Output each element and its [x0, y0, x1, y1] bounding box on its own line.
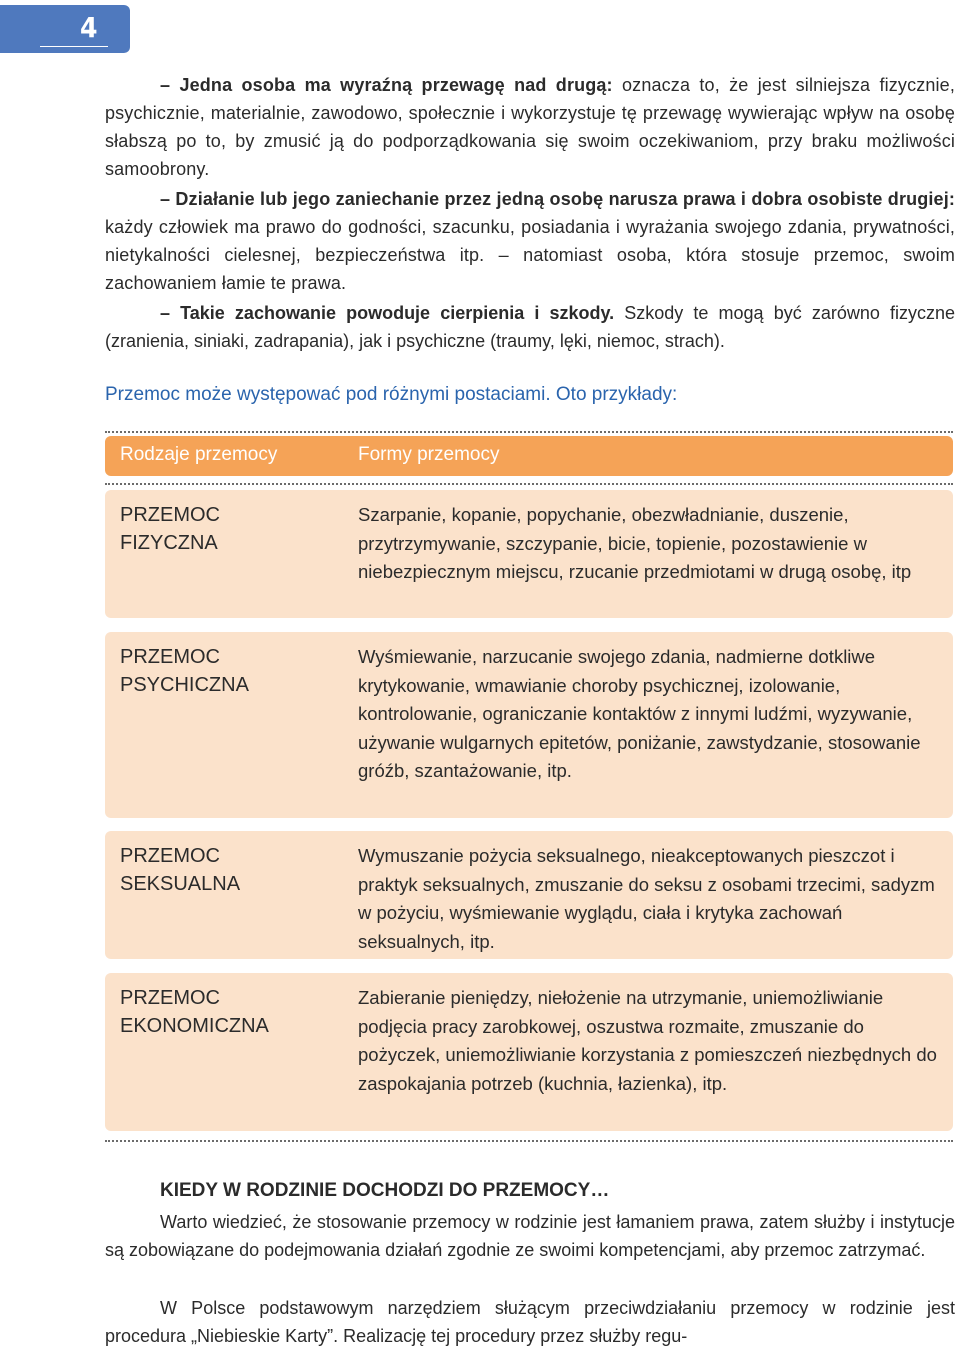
- violence-type-line1: PRZEMOC: [120, 845, 220, 867]
- table-row: [105, 632, 953, 818]
- paragraph-rights-violation: [105, 185, 955, 297]
- section-title: KIEDY W RODZINIE DOCHODZI DO PRZEMOCY…: [160, 1180, 610, 1201]
- table-header-divider: [105, 483, 953, 485]
- header-violence-type: Rodzaje przemocy: [120, 444, 278, 465]
- paragraph-rights-text: każdy człowiek ma prawo do godności, szacunku, posiadania i wyrażania swojego zdania, prywatności, nietykalności cielesnej, bezpieczeństwa itp. – natomiast osoba, która stosuje przemoc, swoim zachowaniem łamie te prawa.: [105, 217, 955, 293]
- violence-forms-intro: Przemoc może występować pod różnymi postaciami. Oto przykłady:: [105, 384, 678, 405]
- table-bottom-divider: [105, 1140, 953, 1142]
- paragraph-dominance-text: oznacza to, że jest silniejsza fizycznie, psychicznie, materialnie, zawodowo, społecznie i wykorzystuje tę przewagę wywierając wpływ na osobę słabszą po to, by zmusić ją do podporządkowania się swoim oczekiwaniom, przy braku możliwości samoobrony.: [105, 75, 955, 179]
- violence-type-line1: PRZEMOC: [120, 646, 220, 668]
- paragraph-dominance: [105, 71, 955, 183]
- paragraph-dominance-lead: – Jedna osoba ma wyraźną przewagę nad drugą:: [160, 75, 613, 95]
- table-row: [105, 490, 953, 618]
- violence-type-line1: PRZEMOC: [120, 987, 220, 1009]
- violence-type-cell: [120, 643, 320, 699]
- violence-forms-cell: Zabieranie pieniędzy, niełożenie na utrzymanie, uniemożliwianie podjęcia pracy zarobkowej, oszustwa rozmaite, zmuszanie do pożyczek, uniemożliwianie korzystania z pomieszczeń niezbędnych do zaspokajania potrzeb (kuchnia, łazienka), itp.: [358, 987, 937, 1094]
- violence-type-line2: PSYCHICZNA: [120, 674, 249, 696]
- violence-type-cell: [120, 984, 320, 1040]
- page-number-tab: [0, 5, 130, 53]
- paragraph-harm: [105, 299, 955, 355]
- table-row: [105, 831, 953, 959]
- violence-type-line1: PRZEMOC: [120, 504, 220, 526]
- section-paragraph-law: Warto wiedzieć, że stosowanie przemocy w rodzinie jest łamaniem prawa, zatem służby i instytucje są zobowiązane do podejmowania działań zgodnie ze swoimi kompetencjami, aby przemoc zatrzymać.: [105, 1212, 955, 1260]
- paragraph-rights-lead: – Działanie lub jego zaniechanie przez jedną osobę narusza prawa i dobra osobiste drugiej:: [160, 189, 955, 209]
- table-header: [105, 436, 953, 476]
- section-paragraph-blue-card: W Polsce podstawowym narzędziem służącym przeciwdziałaniu przemocy w rodzinie jest procedura „Niebieskie Karty”. Realizację tej procedury przez służby regu-: [105, 1298, 955, 1346]
- table-top-divider: [105, 431, 953, 433]
- page-number-underline: [40, 46, 108, 47]
- header-violence-forms: Formy przemocy: [358, 444, 500, 465]
- violence-forms-cell: Szarpanie, kopanie, popychanie, obezwładnianie, duszenie, przytrzymywanie, szczypanie, bicie, topienie, pozostawienie w niebezpiecznym miejscu, rzucanie przedmiotami w drugą osobę, itp: [358, 504, 912, 582]
- paragraph-harm-text: Szkody te mogą być zarówno fizyczne (zranienia, siniaki, zadrapania), jak i psychiczne (traumy, lęki, niemoc, strach).: [105, 303, 955, 351]
- violence-forms-cell: Wymuszanie pożycia seksualnego, nieakceptowanych pieszczot i praktyk seksualnych, zmuszanie do seksu z osobami trzecimi, sadyzm w pożyciu, wyśmiewanie wyglądu, ciała i krytyka zachowań seksualnych, itp.: [358, 845, 935, 952]
- violence-type-line2: FIZYCZNA: [120, 532, 218, 554]
- violence-type-line2: SEKSUALNA: [120, 873, 241, 895]
- violence-type-cell: [120, 501, 320, 557]
- table-row: [105, 973, 953, 1131]
- violence-type-line2: EKONOMICZNA: [120, 1015, 269, 1037]
- page-number: 4: [80, 11, 98, 44]
- paragraph-harm-lead: – Takie zachowanie powoduje cierpienia i szkody.: [160, 303, 615, 323]
- violence-type-cell: [120, 842, 320, 898]
- violence-forms-cell: Wyśmiewanie, narzucanie swojego zdania, nadmierne dotkliwe krytykowanie, wmawianie choroby psychicznej, izolowanie, kontrolowanie, ograniczanie kontaktów z innymi ludźmi, wyzywanie, używanie wulgarnych epitetów, poniżanie, zawstydzanie, stosowanie gróźb, szantażowanie, itp.: [358, 646, 921, 781]
